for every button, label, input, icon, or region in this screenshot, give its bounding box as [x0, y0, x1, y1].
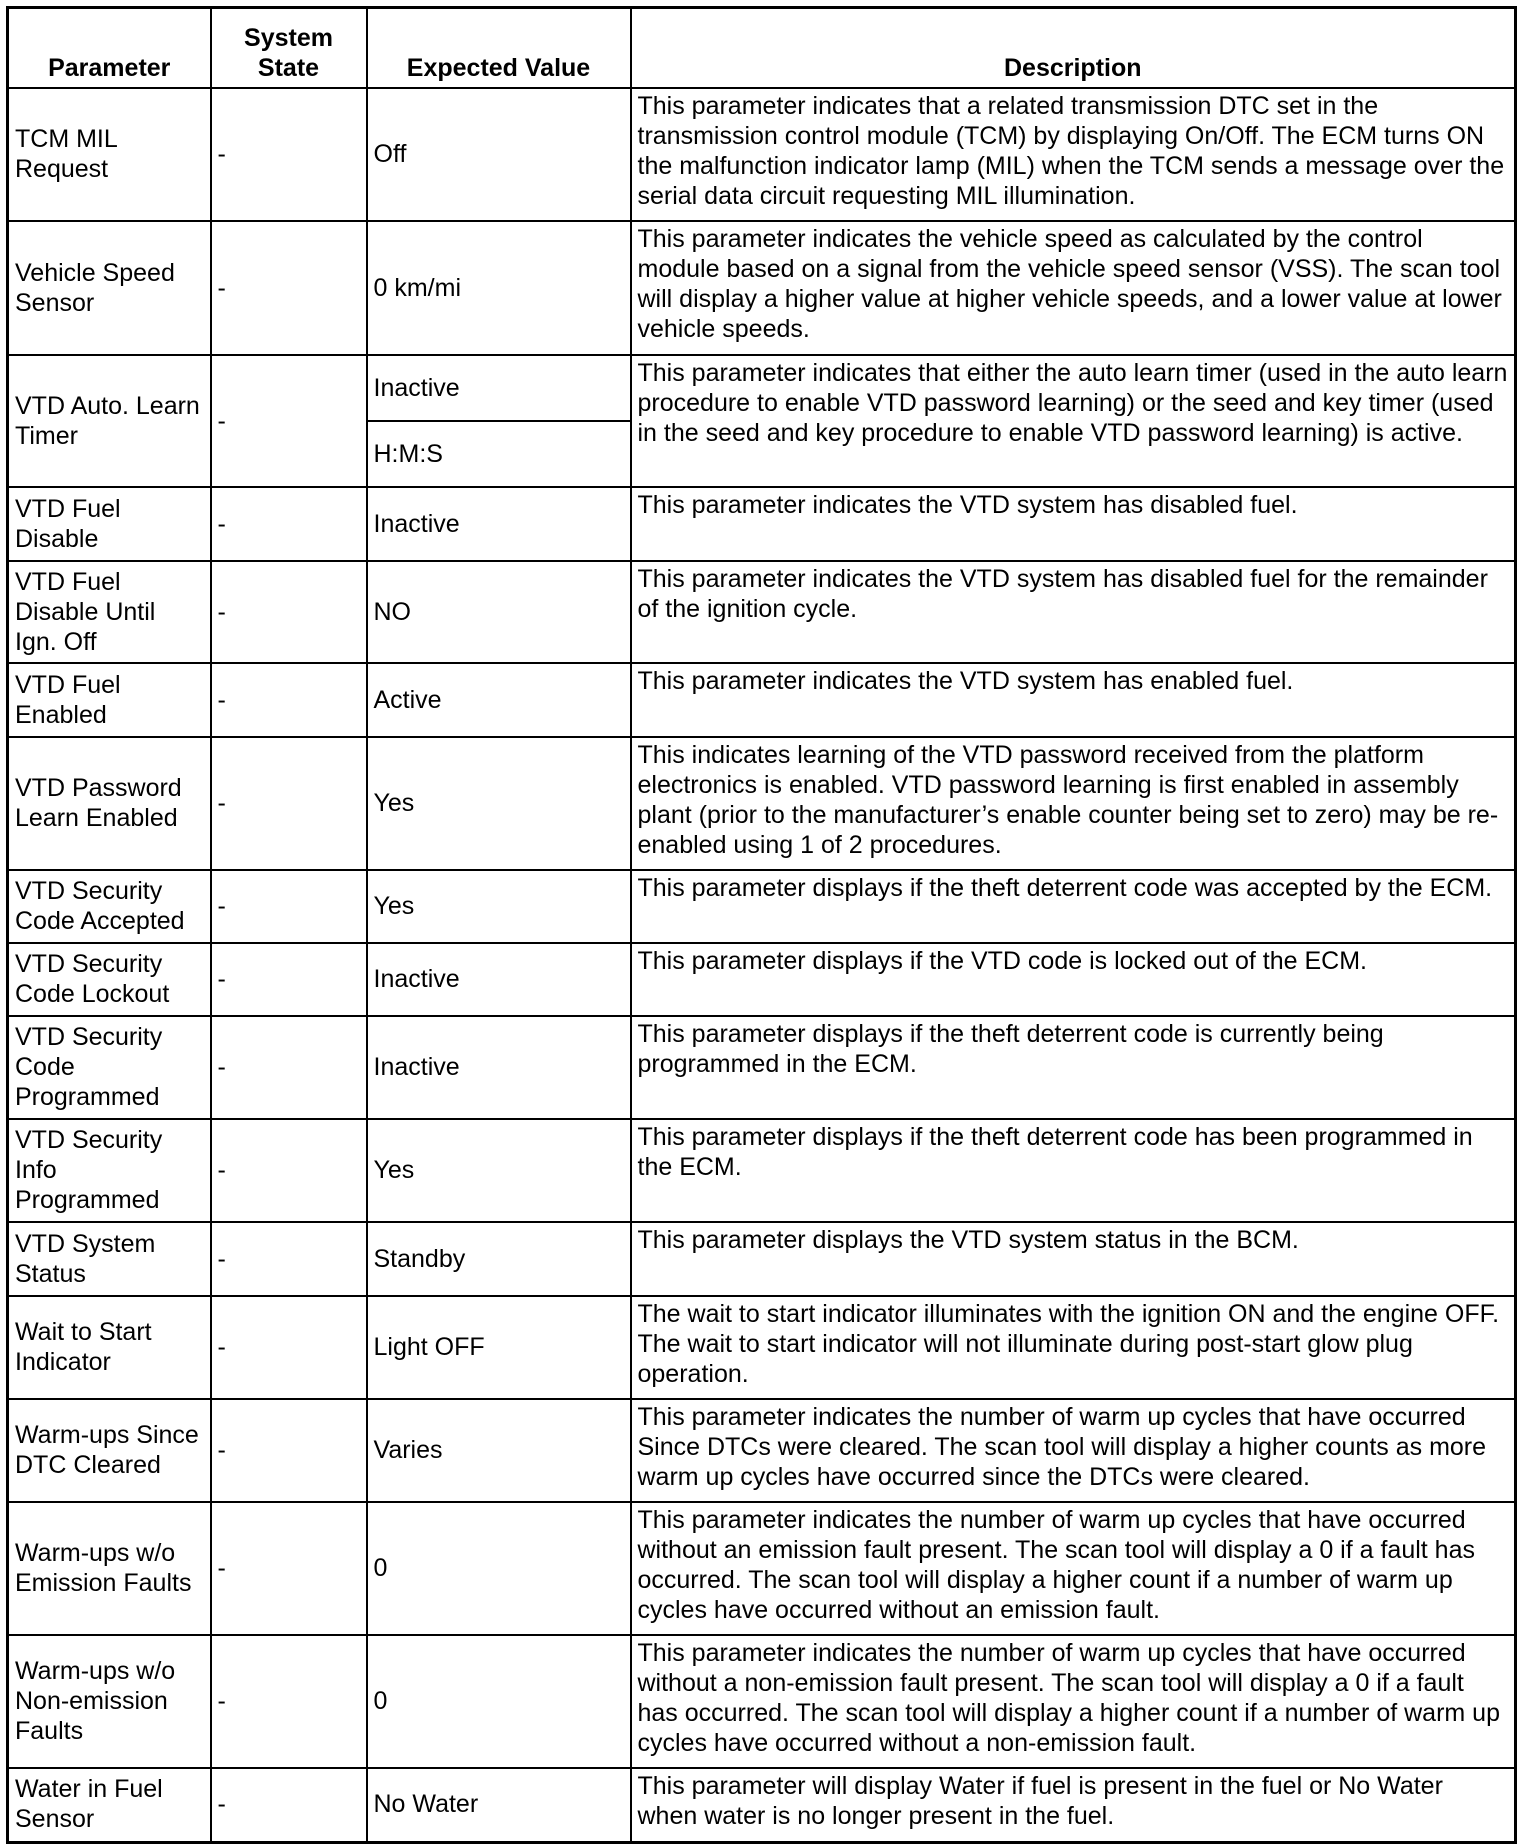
table-row	[8, 487, 1516, 561]
system-state-cell: -	[211, 1119, 367, 1222]
description-cell: This parameter will display Water if fuel is present in the fuel or No Water when water is no longer present in the fuel.	[631, 1768, 1516, 1842]
parameter-cell: VTD Security Info Programmed	[8, 1119, 211, 1222]
table-row	[8, 1399, 1516, 1502]
description-cell: This parameter indicates the vehicle speed as calculated by the control module based on a signal from the vehicle speed sensor (VSS). The scan tool will display a higher value at higher vehicle speeds, and a lower value at lower vehicle speeds.	[631, 221, 1516, 355]
header-description: Description	[631, 8, 1516, 89]
parameter-cell: VTD Security Code Programmed	[8, 1016, 211, 1119]
parameter-cell: VTD Password Learn Enabled	[8, 737, 211, 870]
expected-value-cell: 0	[367, 1502, 631, 1635]
parameter-table	[6, 6, 1517, 1844]
table-row	[8, 88, 1516, 221]
expected-value-cell: Inactive	[367, 487, 631, 561]
parameter-cell: Warm-ups w/o Non-emission Faults	[8, 1635, 211, 1768]
table-row	[8, 1222, 1516, 1296]
table-row	[8, 943, 1516, 1016]
parameter-cell: Warm-ups w/o Emission Faults	[8, 1502, 211, 1635]
parameter-cell: VTD Fuel Enabled	[8, 663, 211, 737]
system-state-cell: -	[211, 663, 367, 737]
description-cell: This parameter indicates that either the auto learn timer (used in the auto learn procedure to enable VTD password learning) or the seed and key timer (used in the seed and key procedure to enable VTD password learning) is active.	[631, 355, 1516, 487]
description-cell: This parameter indicates that a related transmission DTC set in the transmission control module (TCM) by displaying On/Off. The ECM turns ON the malfunction indicator lamp (MIL) when the TCM sends a message over the serial data circuit requesting MIL illumination.	[631, 88, 1516, 221]
table-row	[8, 355, 1516, 421]
parameter-cell: VTD Security Code Accepted	[8, 870, 211, 943]
header-parameter: Parameter	[8, 8, 211, 89]
header-system-state: System State	[211, 8, 367, 89]
parameter-cell: VTD Auto. Learn Timer	[8, 355, 211, 487]
parameter-cell: VTD Fuel Disable	[8, 487, 211, 561]
expected-value-cell: Yes	[367, 870, 631, 943]
system-state-cell: -	[211, 88, 367, 221]
description-cell: This parameter indicates the VTD system has disabled fuel.	[631, 487, 1516, 561]
description-cell: This parameter displays the VTD system status in the BCM.	[631, 1222, 1516, 1296]
parameter-cell: TCM MIL Request	[8, 88, 211, 221]
system-state-cell: -	[211, 943, 367, 1016]
expected-value-cell: Standby	[367, 1222, 631, 1296]
parameter-cell: Vehicle Speed Sensor	[8, 221, 211, 355]
expected-value-cell: Varies	[367, 1399, 631, 1502]
table-row	[8, 1768, 1516, 1842]
system-state-cell: -	[211, 737, 367, 870]
table-row	[8, 870, 1516, 943]
system-state-cell: -	[211, 487, 367, 561]
description-cell: This parameter indicates the VTD system has disabled fuel for the remainder of the ignition cycle.	[631, 561, 1516, 663]
description-cell: This parameter displays if the theft deterrent code was accepted by the ECM.	[631, 870, 1516, 943]
system-state-cell: -	[211, 1222, 367, 1296]
parameter-table-container	[6, 6, 1514, 1844]
parameter-cell: VTD Security Code Lockout	[8, 943, 211, 1016]
parameter-cell: VTD Fuel Disable Until Ign. Off	[8, 561, 211, 663]
system-state-cell: -	[211, 1635, 367, 1768]
table-row	[8, 561, 1516, 663]
system-state-cell: -	[211, 1399, 367, 1502]
expected-value-cell: Light OFF	[367, 1296, 631, 1399]
description-cell: This parameter indicates the number of warm up cycles that have occurred Since DTCs were cleared. The scan tool will display a higher counts as more warm up cycles have occurred since the DTCs were cleared.	[631, 1399, 1516, 1502]
table-row	[8, 1119, 1516, 1222]
description-cell: This indicates learning of the VTD password received from the platform electronics is enabled. VTD password learning is first enabled in assembly plant (prior to the manufacturer’s enable counter being set to zero) may be re-enabled using 1 of 2 procedures.	[631, 737, 1516, 870]
table-header-row	[8, 8, 1516, 89]
expected-value-cell: 0 km/mi	[367, 221, 631, 355]
table-row	[8, 1635, 1516, 1768]
expected-value-cell: Inactive	[367, 943, 631, 1016]
table-row	[8, 1296, 1516, 1399]
expected-value-cell: Active	[367, 663, 631, 737]
system-state-cell: -	[211, 1016, 367, 1119]
description-cell: This parameter indicates the number of warm up cycles that have occurred without a non-emission fault present. The scan tool will display a 0 if a fault has occurred. The scan tool will display a higher count if a number of warm up cycles have occurred without a non-emission fault.	[631, 1635, 1516, 1768]
system-state-cell: -	[211, 1768, 367, 1842]
table-row	[8, 663, 1516, 737]
system-state-cell: -	[211, 1502, 367, 1635]
description-cell: This parameter displays if the theft deterrent code has been programmed in the ECM.	[631, 1119, 1516, 1222]
expected-value-cell: Yes	[367, 737, 631, 870]
system-state-cell: -	[211, 221, 367, 355]
parameter-cell: Water in Fuel Sensor	[8, 1768, 211, 1842]
system-state-cell: -	[211, 870, 367, 943]
parameter-cell: Wait to Start Indicator	[8, 1296, 211, 1399]
table-row	[8, 1016, 1516, 1119]
description-cell: This parameter indicates the number of warm up cycles that have occurred without an emission fault present. The scan tool will display a 0 if a fault has occurred. The scan tool will display a higher count if a number of warm up cycles have occurred without an emission fault.	[631, 1502, 1516, 1635]
header-expected-value: Expected Value	[367, 8, 631, 89]
description-cell: The wait to start indicator illuminates with the ignition ON and the engine OFF. The wait to start indicator will not illuminate during post-start glow plug operation.	[631, 1296, 1516, 1399]
description-cell: This parameter indicates the VTD system has enabled fuel.	[631, 663, 1516, 737]
expected-value-cell: NO	[367, 561, 631, 663]
system-state-cell: -	[211, 561, 367, 663]
expected-value-cell: Inactive	[367, 1016, 631, 1119]
table-row	[8, 737, 1516, 870]
expected-value-cell: Inactive	[367, 355, 631, 421]
system-state-cell: -	[211, 1296, 367, 1399]
description-cell: This parameter displays if the theft deterrent code is currently being programmed in the ECM.	[631, 1016, 1516, 1119]
expected-value-alt-cell: H:M:S	[367, 421, 631, 487]
expected-value-cell: 0	[367, 1635, 631, 1768]
table-row	[8, 221, 1516, 355]
system-state-cell: -	[211, 355, 367, 487]
parameter-cell: VTD System Status	[8, 1222, 211, 1296]
parameter-cell: Warm-ups Since DTC Cleared	[8, 1399, 211, 1502]
expected-value-cell: No Water	[367, 1768, 631, 1842]
expected-value-cell: Off	[367, 88, 631, 221]
expected-value-cell: Yes	[367, 1119, 631, 1222]
table-row	[8, 1502, 1516, 1635]
description-cell: This parameter displays if the VTD code is locked out of the ECM.	[631, 943, 1516, 1016]
